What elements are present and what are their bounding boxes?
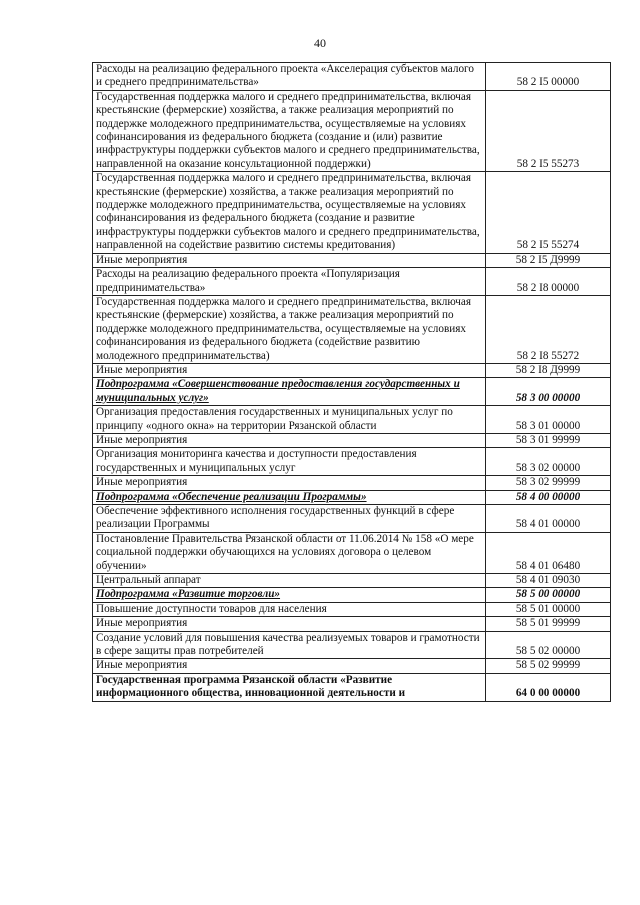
classification-code-cell: 58 4 01 00000: [486, 505, 611, 533]
table-row: [93, 268, 611, 296]
expense-name-cell: Государственная программа Рязанской области «Развитие информационного общества, инновационной деятельности и: [93, 673, 486, 701]
classification-code-cell: 58 2 I5 Д9999: [486, 253, 611, 267]
expense-name-cell: Государственная поддержка малого и среднего предпринимательства, включая крестьянские (фермерские) хозяйства, а также реализация мероприятий по поддержке молодежного предпринимательства, осуществляемые на условиях софинансирования из федерального бюджета (создание и развитие инфраструктуры поддержки субъектов малого и среднего предпринимательства, направленной на содействие развитию системы кредитования): [93, 172, 486, 253]
expense-name-cell: Постановление Правительства Рязанской области от 11.06.2014 № 158 «О мере социальной поддержки обучающихся на условиях договора о целевом обучении»: [93, 532, 486, 573]
table-row: [93, 90, 611, 171]
table-row: [93, 631, 611, 659]
table-row: [93, 406, 611, 434]
budget-classification-table: [92, 62, 611, 702]
table-row: [93, 505, 611, 533]
classification-code-cell: 58 4 00 00000: [486, 490, 611, 504]
classification-code-cell: 58 5 02 99999: [486, 659, 611, 673]
table-row: [93, 378, 611, 406]
expense-name-cell: Обеспечение эффективного исполнения государственных функций в сфере реализации Программы: [93, 505, 486, 533]
classification-code-cell: 58 2 I5 00000: [486, 63, 611, 91]
table-row: [93, 172, 611, 253]
expense-name-cell: Подпрограмма «Развитие торговли»: [93, 588, 486, 602]
classification-code-cell: 58 3 00 00000: [486, 378, 611, 406]
table-row: [93, 253, 611, 267]
classification-code-cell: 58 4 01 06480: [486, 532, 611, 573]
expense-name-cell: Создание условий для повышения качества реализуемых товаров и грамотности в сфере защиты прав потребителей: [93, 631, 486, 659]
table-row: [93, 490, 611, 504]
classification-code-cell: 58 4 01 09030: [486, 574, 611, 588]
table-row: [93, 574, 611, 588]
expense-name-cell: Иные мероприятия: [93, 363, 486, 377]
classification-code-cell: 58 5 02 00000: [486, 631, 611, 659]
classification-code-cell: 64 0 00 00000: [486, 673, 611, 701]
classification-code-cell: 58 3 01 00000: [486, 406, 611, 434]
expense-name-cell: Организация предоставления государственных и муниципальных услуг по принципу «одного окна» на территории Рязанской области: [93, 406, 486, 434]
classification-code-cell: 58 3 02 00000: [486, 448, 611, 476]
expense-name-cell: Подпрограмма «Совершенствование предоставления государственных и муниципальных услуг»: [93, 378, 486, 406]
expense-name-cell: Государственная поддержка малого и среднего предпринимательства, включая крестьянские (фермерские) хозяйства, а также реализация мероприятий по поддержке молодежного предпринимательства, осуществляемые на условиях софинансирования из федерального бюджета (содействие развитию молодежного предпринимательства): [93, 295, 486, 363]
classification-code-cell: 58 5 01 99999: [486, 617, 611, 631]
expense-name-cell: Подпрограмма «Обеспечение реализации Программы»: [93, 490, 486, 504]
expense-name-cell: Иные мероприятия: [93, 617, 486, 631]
table-row: [93, 617, 611, 631]
table-row: [93, 673, 611, 701]
classification-code-cell: 58 5 00 00000: [486, 588, 611, 602]
table-row: [93, 532, 611, 573]
expense-name-cell: Иные мероприятия: [93, 476, 486, 490]
table-row: [93, 602, 611, 616]
classification-code-cell: 58 3 01 99999: [486, 433, 611, 447]
expense-name-cell: Организация мониторинга качества и доступности предоставления государственных и муниципальных услуг: [93, 448, 486, 476]
table-row: [93, 659, 611, 673]
table-row: [93, 363, 611, 377]
expense-name-cell: Расходы на реализацию федерального проекта «Популяризация предпринимательства»: [93, 268, 486, 296]
classification-code-cell: 58 3 02 99999: [486, 476, 611, 490]
table-row: [93, 448, 611, 476]
page-number: 40: [314, 36, 326, 50]
table-row: [93, 295, 611, 363]
classification-code-cell: 58 5 01 00000: [486, 602, 611, 616]
table-row: [93, 476, 611, 490]
expense-name-cell: Повышение доступности товаров для населения: [93, 602, 486, 616]
table-body: [93, 63, 611, 702]
expense-name-cell: Иные мероприятия: [93, 659, 486, 673]
expense-name-cell: Центральный аппарат: [93, 574, 486, 588]
classification-code-cell: 58 2 I5 55274: [486, 172, 611, 253]
classification-code-cell: 58 2 I8 00000: [486, 268, 611, 296]
table-row: [93, 588, 611, 602]
table-row: [93, 433, 611, 447]
table-row: [93, 63, 611, 91]
expense-name-cell: Расходы на реализацию федерального проекта «Акселерация субъектов малого и среднего предпринимательства»: [93, 63, 486, 91]
expense-name-cell: Иные мероприятия: [93, 253, 486, 267]
expense-name-cell: Иные мероприятия: [93, 433, 486, 447]
expense-name-cell: Государственная поддержка малого и среднего предпринимательства, включая крестьянские (фермерские) хозяйства, а также реализация мероприятий по поддержке молодежного предпринимательства, осуществляемые на условиях софинансирования из федерального бюджета (создание и (или) развитие инфраструктуры поддержки субъектов малого и среднего предпринимательства, направленной на оказание консультационной поддержки): [93, 90, 486, 171]
classification-code-cell: 58 2 I8 Д9999: [486, 363, 611, 377]
classification-code-cell: 58 2 I8 55272: [486, 295, 611, 363]
classification-code-cell: 58 2 I5 55273: [486, 90, 611, 171]
